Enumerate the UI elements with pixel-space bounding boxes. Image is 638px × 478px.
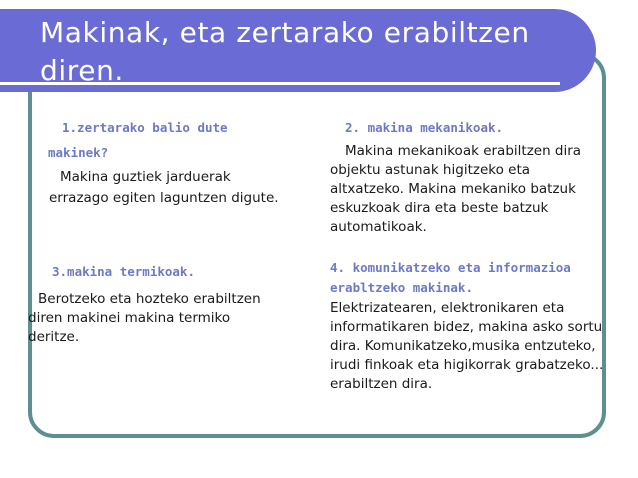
section-1-body-line2: errazago egiten laguntzen digute. (49, 190, 279, 206)
section-1-heading-line2: makinek? (48, 145, 109, 160)
section-2-body: objektu astunak higitzeko eta altxatzeko. Makina mekaniko batzuk eskuzkoak dira eta beste batzuk automatikoak. (330, 162, 576, 235)
section-3-body-line1: Berotzeko eta hozteko erabiltzen (38, 291, 261, 307)
section-4-body: Elektrizatearen, elektronikaren eta informatikaren bidez, makina asko sortu dira. Komunikatzeko,musika entzuteko, irudi finkoak eta higikorrak grabatzeko... erabiltzen dira. (330, 300, 604, 392)
section-4-heading: 4. komunikatzeko eta informazioa erabltzeko makinak. (330, 260, 571, 295)
section-2-heading: 2. makina mekanikoak. (345, 120, 504, 135)
section-1-heading-line1: 1.zertarako balio dute (62, 120, 228, 135)
section-3-body: diren makinei makina termiko deritze. (28, 310, 231, 345)
section-2-body-line1: Makina mekanikoak erabiltzen dira (345, 143, 582, 159)
slide-title: Makinak, eta zertarako erabiltzen diren. (40, 16, 530, 87)
section-3-heading: 3.makina termikoak. (52, 264, 195, 279)
section-1-body-line1: Makina guztiek jarduerak (60, 169, 231, 185)
